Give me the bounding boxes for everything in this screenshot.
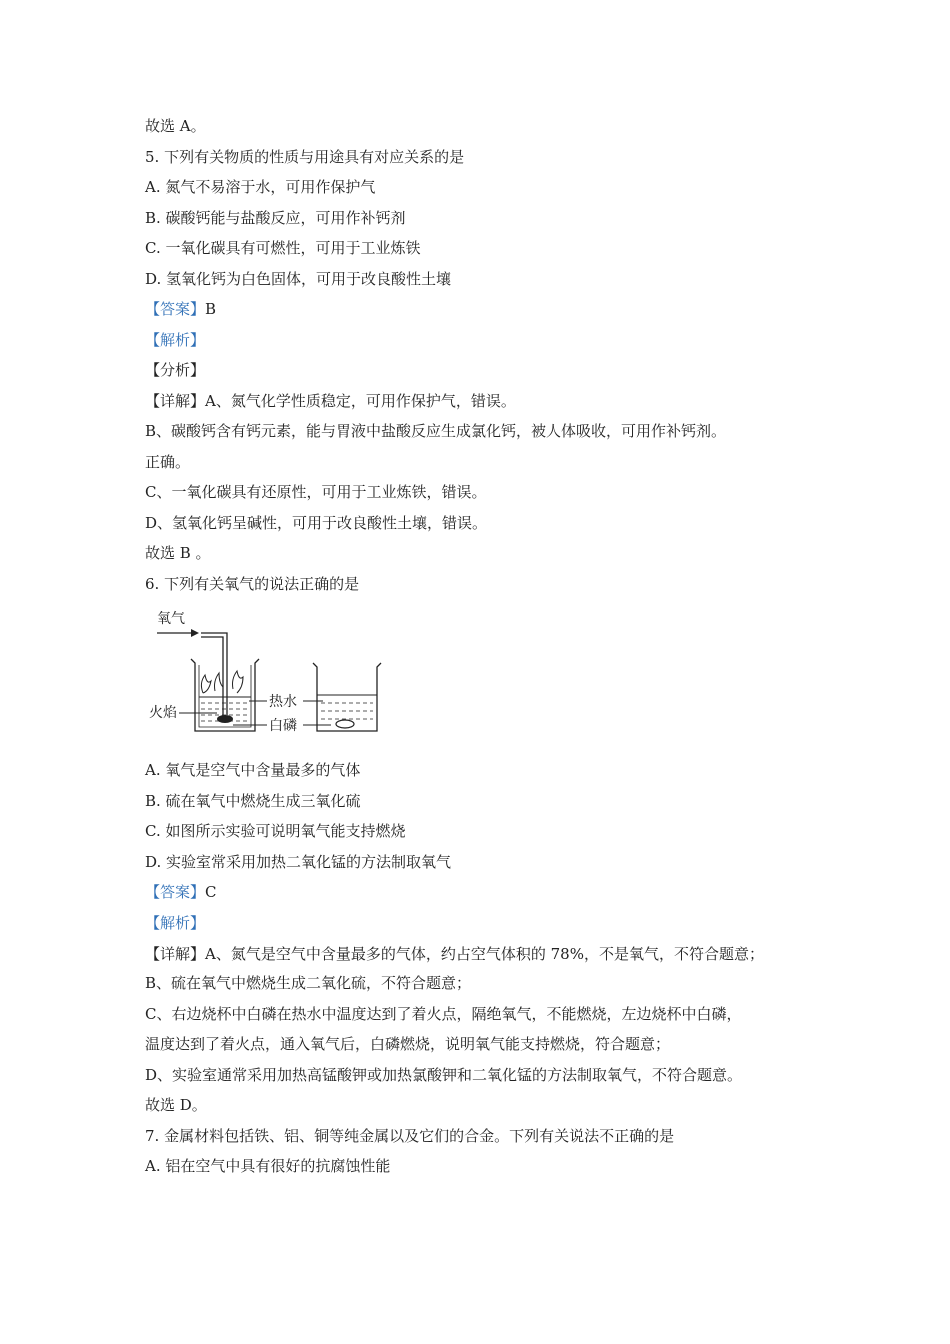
flame-label: 火焰	[149, 705, 177, 721]
q6-detail-a: 【详解】A、氮气是空气中含量最多的气体，约占空气体积的 78%，不是氧气，不符合题意；	[145, 945, 764, 963]
beaker-diagram	[145, 603, 405, 751]
q5-option-d: D. 氢氧化钙为白色固体，可用于改良酸性土壤	[145, 269, 452, 288]
oxygen-arrowhead	[191, 629, 199, 637]
question-5-stem: 5. 下列有关物质的性质与用途具有对应关系的是	[145, 147, 465, 166]
flame-shape	[201, 675, 211, 693]
document-page	[145, 113, 825, 1184]
q5-fenxi-tag: 【分析】	[145, 361, 206, 379]
answer-tag: 【答案】	[145, 300, 206, 318]
oxygen-label: 氧气	[157, 611, 185, 627]
flame-shape	[233, 671, 244, 693]
q5-option-a: A. 氮气不易溶于水，可用作保护气	[145, 178, 376, 196]
q6-analysis-tag: 【解析】	[145, 913, 206, 932]
answer-value: C	[205, 883, 217, 901]
q6-option-a: A. 氧气是空气中含量最多的气体	[145, 761, 361, 779]
q6-detail-b: B、硫在氧气中燃烧生成二氧化硫，不符合题意；	[145, 974, 472, 992]
q6-detail-c2: 温度达到了着火点，通入氧气后，白磷燃烧，说明氧气能支持燃烧，符合题意；	[145, 1035, 671, 1053]
white-phosphorus-left	[217, 715, 233, 723]
q5-detail-b: B、碳酸钙含有钙元素，能与胃液中盐酸反应生成氯化钙，被人体吸收，可用作补钙剂。	[145, 422, 727, 440]
q5-detail-b-cont: 正确。	[145, 452, 191, 471]
q5-detail-c: C、一氧化碳具有还原性，可用于工业炼铁，错误。	[145, 483, 487, 501]
q6-option-d: D. 实验室常采用加热二氧化锰的方法制取氧气	[145, 852, 452, 871]
question-7-stem: 7. 金属材料包括铁、铝、铜等纯金属以及它们的合金。下列有关说法不正确的是	[145, 1126, 675, 1145]
experiment-figure	[145, 603, 405, 751]
q5-final: 故选 B 。	[145, 544, 211, 562]
question-6-stem: 6. 下列有关氧气的说法正确的是	[145, 574, 360, 593]
answer-value: B	[205, 300, 217, 318]
right-beaker	[313, 663, 381, 731]
q6-final: 故选 D。	[145, 1096, 207, 1114]
q5-detail-d: D、氢氧化钙呈碱性，可用于改良酸性土壤，错误。	[145, 513, 488, 532]
q5-option-c: C. 一氧化碳具有可燃性，可用于工业炼铁	[145, 239, 421, 257]
q5-detail-a: 【详解】A、氮气化学性质稳定，可用作保护气，错误。	[145, 391, 516, 410]
answer-tag: 【答案】	[145, 883, 206, 901]
q5-answer	[145, 296, 825, 327]
q5-analysis-tag: 【解析】	[145, 330, 206, 349]
q6-detail-d: D、实验室通常采用加热高锰酸钾或加热氯酸钾和二氧化锰的方法制取氧气，不符合题意。	[145, 1065, 743, 1084]
flame-shape	[215, 673, 224, 691]
q5-option-b: B. 碳酸钙能与盐酸反应，可用作补钙剂	[145, 208, 406, 227]
white-phosphorus-right	[336, 720, 354, 728]
q7-option-a: A. 铝在空气中具有很好的抗腐蚀性能	[145, 1157, 391, 1175]
q6-detail-c1: C、右边烧杯中白磷在热水中温度达到了着火点，隔绝氧气，不能燃烧，左边烧杯中白磷，	[145, 1004, 742, 1023]
q6-option-c: C. 如图所示实验可说明氧气能支持燃烧	[145, 822, 406, 840]
q6-option-b: B. 硫在氧气中燃烧生成三氧化硫	[145, 791, 361, 810]
q6-answer	[145, 879, 825, 910]
white-phosphorus-label: 白磷	[269, 718, 297, 734]
hot-water-label: 热水	[269, 694, 297, 710]
text-line: 故选 A。	[145, 117, 206, 135]
